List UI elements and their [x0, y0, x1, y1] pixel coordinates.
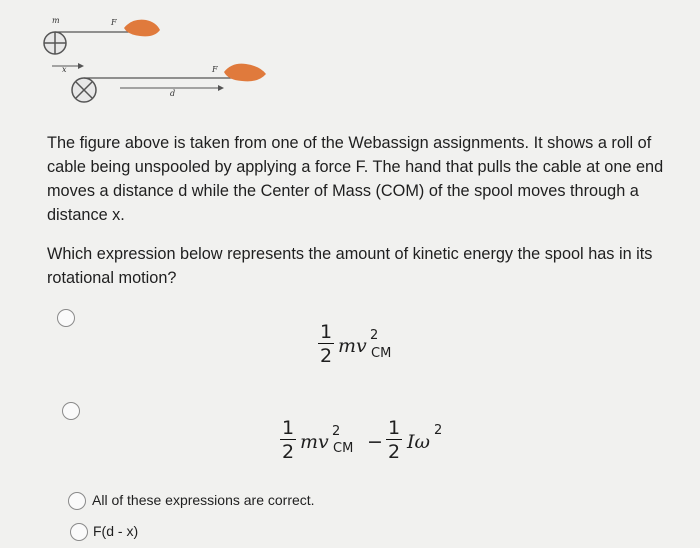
option-b-subscript: CM: [333, 441, 354, 456]
label-F-top: F: [111, 18, 117, 27]
label-x: x: [62, 65, 67, 74]
option-b-exponent-2: 2: [434, 423, 443, 438]
label-m: m: [52, 16, 60, 25]
option-a-mv: mv: [338, 335, 367, 357]
option-b-radio[interactable]: [62, 402, 80, 420]
label-d: d: [170, 89, 176, 98]
option-a-exponent: 2: [370, 328, 379, 343]
option-b-denominator-2: 2: [387, 441, 401, 464]
option-b-numerator-2: 1: [387, 417, 401, 439]
label-F-bottom: F: [212, 65, 218, 74]
option-b-i-omega: Iω: [407, 431, 430, 453]
option-c-label: All of these expressions are correct.: [92, 492, 315, 508]
option-b-mv: mv: [300, 431, 329, 453]
question-context: The figure above is taken from one of the Webassign assignments. It shows a roll of cable being unspooled by applying a force F. The hand that pulls the cable at one end moves a distance d while the Center of Mass (COM) of the spool moves through a distance x.: [47, 134, 664, 224]
option-a-numerator: 1: [319, 321, 333, 343]
option-a-denominator: 2: [319, 345, 333, 368]
option-d-radio[interactable]: [70, 523, 88, 541]
option-c-radio[interactable]: [68, 492, 86, 510]
top-hand-icon: [124, 20, 160, 37]
option-b-denominator-1: 2: [281, 441, 295, 464]
option-a-subscript: CM: [371, 346, 392, 361]
bottom-hand-icon: [224, 64, 266, 82]
option-b-minus: −: [367, 431, 383, 453]
option-d-label: F(d - x): [93, 523, 139, 539]
question-prompt: Which expression below represents the amount of kinetic energy the spool has in its rotational motion?: [47, 245, 653, 287]
spool-figure: [0, 0, 700, 120]
option-b-exponent-1: 2: [332, 424, 341, 439]
option-a-radio[interactable]: [57, 309, 75, 327]
option-b-numerator-1: 1: [281, 417, 295, 439]
